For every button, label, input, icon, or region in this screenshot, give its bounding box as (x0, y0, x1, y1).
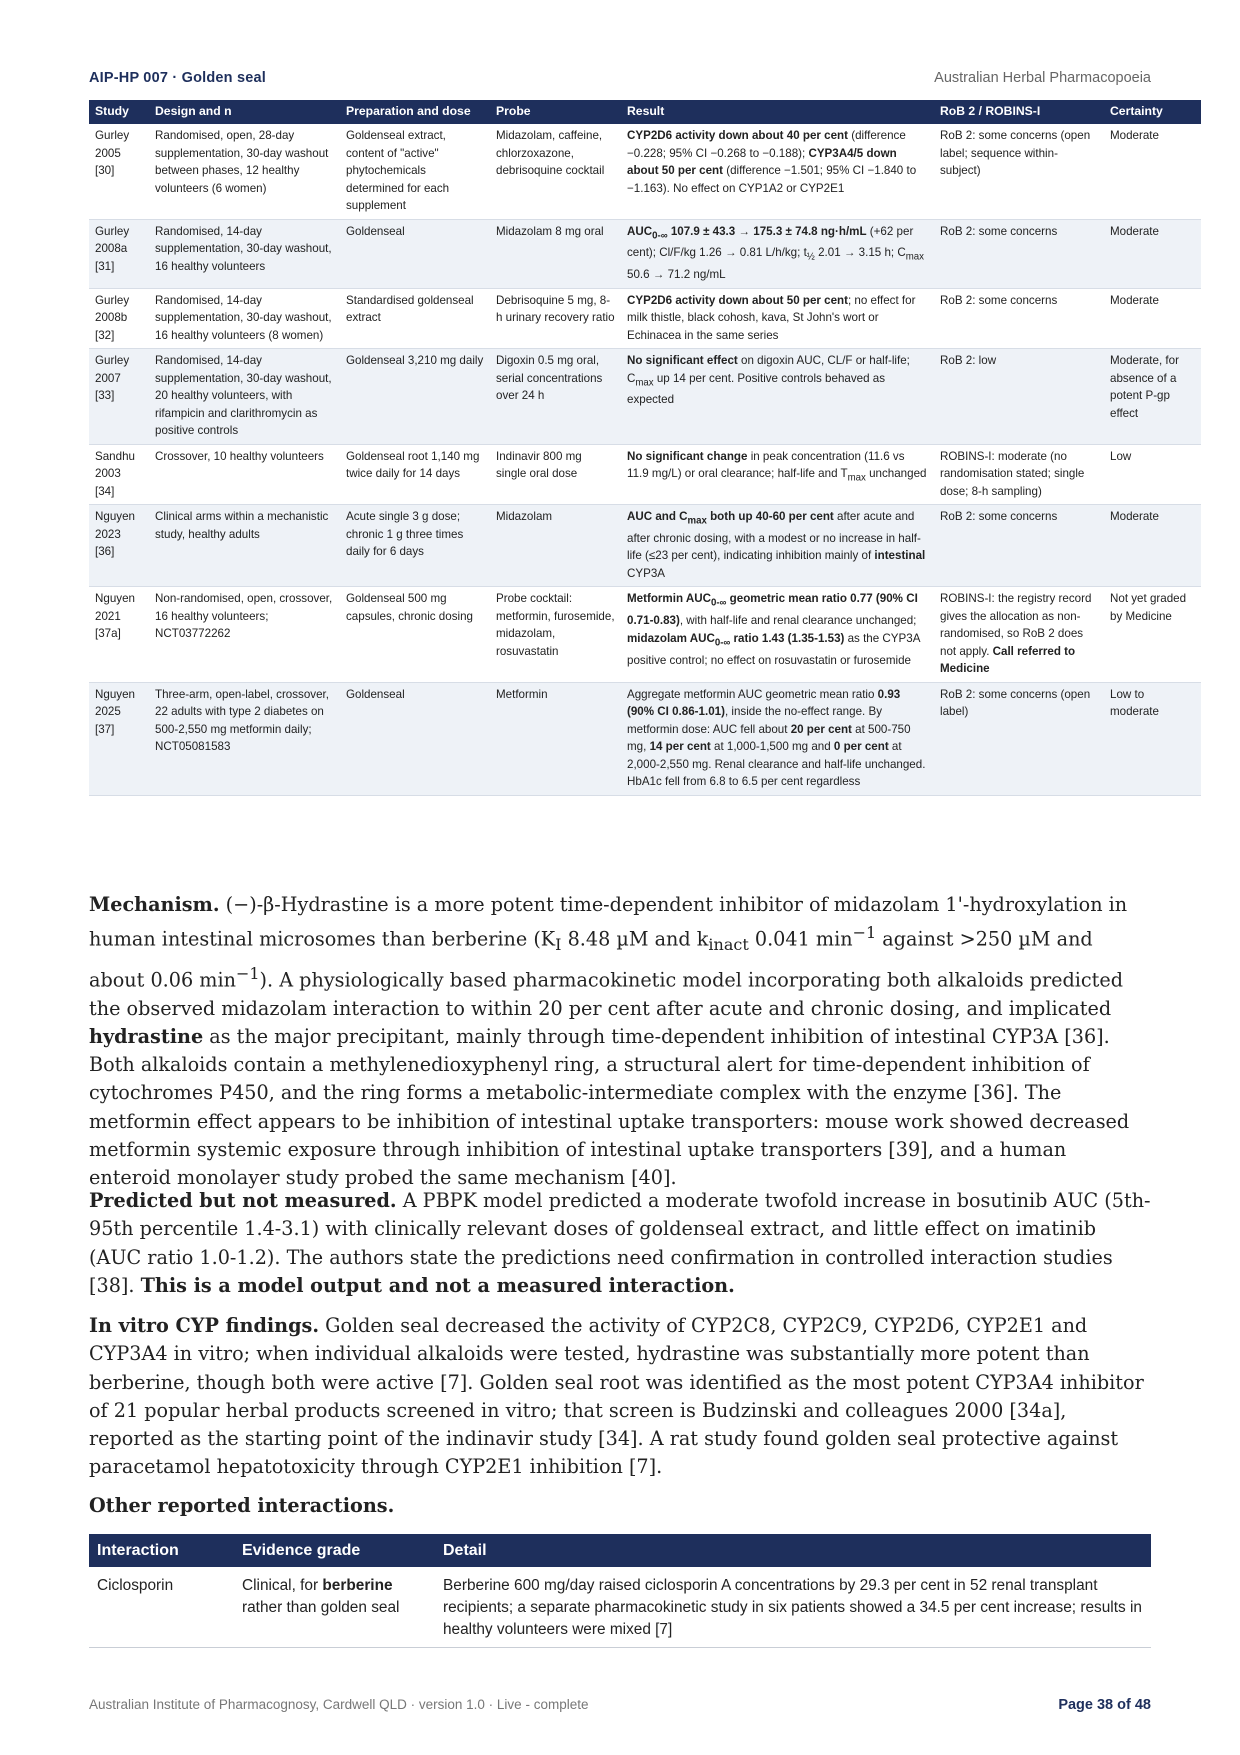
risk-of-bias-cell: ROBINS-I: moderate (no randomisation stated; single dose; 8-h sampling) (934, 444, 1104, 505)
certainty-cell: Not yet graded by Medicine (1104, 587, 1201, 683)
column-header-probe: Probe (490, 100, 621, 124)
table-row (89, 219, 1201, 288)
table-row (89, 349, 1201, 445)
preparation-cell: Goldenseal 3,210 mg daily (340, 349, 490, 445)
design-cell: Randomised, open, 28-day supplementation, 30-day washout between phases, 12 healthy volunteers (6 women) (149, 124, 340, 219)
result-cell: Aggregate metformin AUC geometric mean ratio 0.93 (90% CI 0.86-1.01), inside the no-effect range. By metformin dose: AUC fell about 20 per cent at 500-750 mg, 14 per cent at 1,000-1,500 mg and 0 per cent at 2,000-2,550 mg. Renal clearance and half-life unchanged. HbA1c fell from 6.8 to 6.5 per cent regardless (621, 682, 934, 795)
table-row (89, 288, 1201, 349)
mechanism-paragraph: Mechanism. (−)-β-Hydrastine is a more potent time-dependent inhibitor of midazolam 1'-hydroxylation in human intestinal microsomes than berberine ($K_I$ 8.48 µM and $k_{inact}$ 0.041 $\min^{-1}$ against >250 µM and about 0.06 $\min^{-1}$). A physiologically based pharmacokinetic model incorporating both alkaloids predicted the observed midazolam interaction to within 20 per cent after acute and chronic dosing, and implicated hydrastine as the major precipitant, mainly through time-dependent inhibition of intestinal CYP3A [36]. Both alkaloids contain a methylenedioxyphenyl ring, a structural alert for time-dependent inhibition of cytochromes P450, and the ring forms a metabolic-intermediate complex with the enzyme [36]. The metformin effect appears to be inhibition of intestinal uptake transporters: mouse work showed decreased metformin systemic exposure through inhibition of intestinal uptake transporters [39], and a human enteroid monolayer study probed the same mechanism [40]. (89, 893, 1130, 1190)
design-cell: Randomised, 14-day supplementation, 30-day washout, 16 healthy volunteers (8 women) (149, 288, 340, 349)
other-interactions-table (89, 1534, 1151, 1648)
clinical-studies-table (89, 100, 1201, 796)
risk-of-bias-cell: RoB 2: low (934, 349, 1104, 445)
column-header-study: Study (89, 100, 149, 124)
column-header-preparation: Preparation and dose (340, 100, 490, 124)
preparation-cell: Goldenseal (340, 219, 490, 288)
probe-cell: Digoxin 0.5 mg oral, serial concentrations over 24 h (490, 349, 621, 445)
result-cell: $AUC_{0-\infty}$ 107.9 ± 43.3 → 175.3 ± 74.8 ng·h/mL (+62 per cent); Cl/F/kg 1.26 → 0.81 L/h/kg; $t_{\frac{1}{2}}$ 2.01 → 3.15 h; $C_{max}$ 50.6 → 71.2 ng/mL (621, 219, 934, 288)
study-cell: Gurley 2008b [32] (89, 288, 149, 349)
preparation-cell: Acute single 3 g dose; chronic 1 g three times daily for 6 days (340, 505, 490, 587)
probe-cell: Indinavir 800 mg single oral dose (490, 444, 621, 505)
certainty-cell: Low (1104, 444, 1201, 505)
preparation-cell: Goldenseal extract, content of "active" phytochemicals determined for each supplement (340, 124, 490, 219)
certainty-cell: Moderate (1104, 124, 1201, 219)
other-interactions-heading: Other reported interactions. (89, 1494, 395, 1517)
document-code-title: AIP-HP 007 · Golden seal (89, 70, 266, 86)
study-cell: Nguyen 2025 [37] (89, 682, 149, 795)
study-cell: Nguyen 2023 [36] (89, 505, 149, 587)
column-header-certainty: Certainty (1104, 100, 1201, 124)
design-cell: Non-randomised, open, crossover, 16 healthy volunteers; NCT03772262 (149, 587, 340, 683)
design-cell: Crossover, 10 healthy volunteers (149, 444, 340, 505)
certainty-cell: Moderate (1104, 505, 1201, 587)
design-cell: Three-arm, open-label, crossover, 22 adults with type 2 diabetes on 500-2,550 mg metformin daily; NCT05081583 (149, 682, 340, 795)
result-cell: No significant change in peak concentration (11.6 vs 11.9 mg/L) or oral clearance; half-life and $T_{max}$ unchanged (621, 444, 934, 505)
page-footer (89, 1697, 1151, 1717)
column-header-design: Design and n (149, 100, 340, 124)
publication-name: Australian Herbal Pharmacopoeia (934, 70, 1151, 86)
risk-of-bias-cell: RoB 2: some concerns (open label; sequence within-subject) (934, 124, 1104, 219)
preparation-cell: Goldenseal (340, 682, 490, 795)
result-cell: CYP2D6 activity down about 50 per cent; no effect for milk thistle, black cohosh, kava, St John's wort or Echinacea in the same series (621, 288, 934, 349)
table-row (89, 682, 1201, 795)
table-row (89, 505, 1201, 587)
page-header (89, 70, 1151, 92)
study-cell: Sandhu 2003 [34] (89, 444, 149, 505)
table-row (89, 444, 1201, 505)
certainty-cell: Low to moderate (1104, 682, 1201, 795)
study-cell: Gurley 2007 [33] (89, 349, 149, 445)
study-cell: Gurley 2005 [30] (89, 124, 149, 219)
probe-cell: Midazolam, caffeine, chlorzoxazone, debrisoquine cocktail (490, 124, 621, 219)
table-header-row (89, 100, 1201, 124)
probe-cell: Metformin (490, 682, 621, 795)
result-cell: No significant effect on digoxin AUC, CL/F or half-life; $C_{max}$ up 14 per cent. Positive controls behaved as expected (621, 349, 934, 445)
column-header-evidence-grade: Evidence grade (234, 1534, 435, 1567)
column-header-interaction: Interaction (89, 1534, 234, 1567)
column-header-result: Result (621, 100, 934, 124)
column-header-detail: Detail (435, 1534, 1151, 1567)
page-number: Page 38 of 48 (1058, 1697, 1151, 1713)
result-cell: AUC and $C_{max}$ both up 40-60 per cent after acute and after chronic dosing, with a modest or no increase in half-life (≤23 per cent), indicating inhibition mainly of intestinal CYP3A (621, 505, 934, 587)
preparation-cell: Goldenseal 500 mg capsules, chronic dosing (340, 587, 490, 683)
detail-cell: Berberine 600 mg/day raised ciclosporin A concentrations by 29.3 per cent in 52 renal transplant recipients; a separate pharmacokinetic study in six patients showed a 34.5 per cent increase; results in healthy volunteers were mixed [7] (435, 1567, 1151, 1648)
interaction-cell: Ciclosporin (89, 1567, 234, 1648)
certainty-cell: Moderate, for absence of a potent P-gp effect (1104, 349, 1201, 445)
column-header-risk-of-bias: RoB 2 / ROBINS-I (934, 100, 1104, 124)
risk-of-bias-cell: RoB 2: some concerns (open label) (934, 682, 1104, 795)
design-cell: Randomised, 14-day supplementation, 30-day washout, 16 healthy volunteers (149, 219, 340, 288)
design-cell: Clinical arms within a mechanistic study, healthy adults (149, 505, 340, 587)
preparation-cell: Standardised goldenseal extract (340, 288, 490, 349)
probe-cell: Probe cocktail: metformin, furosemide, midazolam, rosuvastatin (490, 587, 621, 683)
evidence-grade-cell: Clinical, for berberine rather than golden seal (234, 1567, 435, 1648)
study-cell: Gurley 2008a [31] (89, 219, 149, 288)
probe-cell: Debrisoquine 5 mg, 8-h urinary recovery ratio (490, 288, 621, 349)
table-row (89, 124, 1201, 219)
certainty-cell: Moderate (1104, 219, 1201, 288)
risk-of-bias-cell: RoB 2: some concerns (934, 288, 1104, 349)
probe-cell: Midazolam (490, 505, 621, 587)
design-cell: Randomised, 14-day supplementation, 30-day washout, 20 healthy volunteers, with rifampicin and clarithromycin as positive controls (149, 349, 340, 445)
preparation-cell: Goldenseal root 1,140 mg twice daily for 14 days (340, 444, 490, 505)
certainty-cell: Moderate (1104, 288, 1201, 349)
table-row (89, 587, 1201, 683)
result-cell: CYP2D6 activity down about 40 per cent (difference −0.228; 95% CI −0.268 to −0.188); CYP3A4/5 down about 50 per cent (difference −1.501; 95% CI −1.840 to −1.163). No effect on CYP1A2 or CYP2E1 (621, 124, 934, 219)
predicted-paragraph: Predicted but not measured. A PBPK model predicted a moderate twofold increase in bosutinib AUC (5th-95th percentile 1.4-3.1) with clinically relevant doses of goldenseal extract, and little effect on imatinib (AUC ratio 1.0-1.2). The authors state the predictions need confirmation in controlled interaction studies [38]. This is a model output and not a measured interaction. (89, 1189, 1151, 1297)
risk-of-bias-cell: RoB 2: some concerns (934, 219, 1104, 288)
table-header-row (89, 1534, 1151, 1567)
result-cell: Metformin $AUC_{0-\infty}$ geometric mean ratio 0.77 (90% CI 0.71-0.83), with half-life and renal clearance unchanged; midazolam $AUC_{0-\infty}$ ratio 1.43 (1.35-1.53) as the CYP3A positive control; no effect on rosuvastatin or furosemide (621, 587, 934, 683)
footer-institution: Australian Institute of Pharmacognosy, Cardwell QLD · version 1.0 · Live - complete (89, 1697, 589, 1712)
study-cell: Nguyen 2021 [37a] (89, 587, 149, 683)
risk-of-bias-cell: RoB 2: some concerns (934, 505, 1104, 587)
in-vitro-paragraph: In vitro CYP findings. Golden seal decreased the activity of CYP2C8, CYP2C9, CYP2D6, CYP2E1 and CYP3A4 in vitro; when individual alkaloids were tested, hydrastine was substantially more potent than berberine, though both were active [7]. Golden seal root was identified as the most potent CYP3A4 inhibitor of 21 popular herbal products screened in vitro; that screen is Budzinski and colleagues 2000 [34a], reported as the starting point of the indinavir study [34]. A rat study found golden seal protective against paracetamol hepatotoxicity through CYP2E1 inhibition [7]. (89, 1314, 1144, 1479)
risk-of-bias-cell: ROBINS-I: the registry record gives the allocation as non-randomised, so RoB 2 does not apply. Call referred to Medicine (934, 587, 1104, 683)
table-row (89, 1567, 1151, 1648)
probe-cell: Midazolam 8 mg oral (490, 219, 621, 288)
